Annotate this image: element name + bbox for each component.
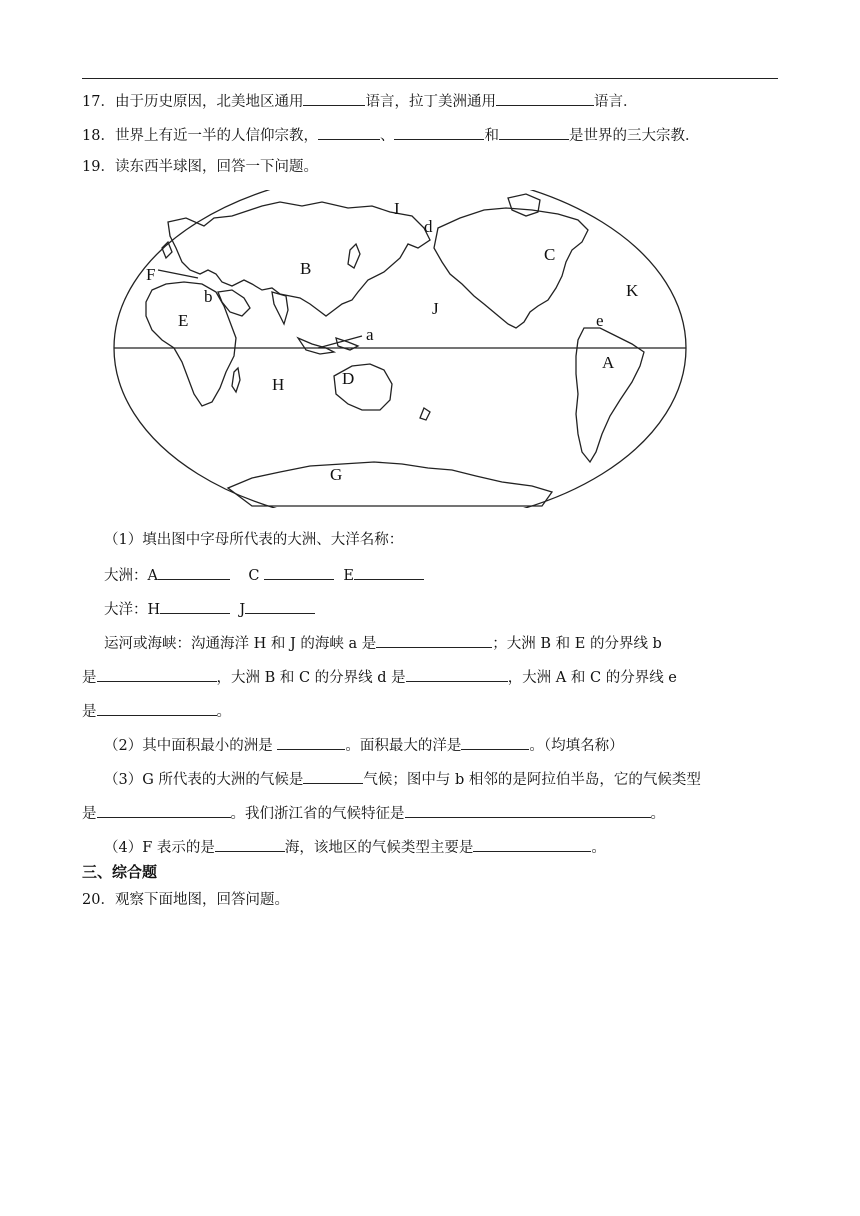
new-zealand-outline: [420, 408, 430, 420]
map-frame: [114, 188, 686, 510]
madagascar-outline: [232, 368, 240, 392]
question-18: 18．世界上有近一半的人信仰宗教， 、 和 是世界的三大宗教．: [82, 124, 699, 146]
antarctica-outline: [228, 462, 552, 506]
answer-blank[interactable]: [318, 124, 380, 140]
section-heading: 三、综合题: [82, 863, 158, 881]
answer-blank[interactable]: [354, 564, 424, 580]
map-label-J: J: [432, 299, 439, 318]
answer-blank[interactable]: [97, 700, 217, 716]
map-label-b: b: [204, 287, 213, 306]
question-17: 17．由于历史原因，北美地区通用 语言，拉丁美洲通用 语言．: [82, 90, 637, 112]
answer-blank[interactable]: [97, 802, 231, 818]
map-label-a: a: [366, 325, 374, 344]
world-map: [112, 188, 688, 510]
answer-blank[interactable]: [405, 802, 651, 818]
q19-part4: （4）F 表示的是 海，该地区的气候类型主要是 。: [104, 836, 606, 858]
answer-blank[interactable]: [303, 90, 365, 106]
arabia-outline: [218, 290, 250, 316]
q19-strait-line2: 是 ，大洲 B 和 C 的分界线 d 是 ，大洲 A 和 C 的分界线 e: [82, 666, 677, 688]
answer-blank[interactable]: [499, 124, 569, 140]
answer-blank[interactable]: [406, 666, 508, 682]
map-label-E: E: [178, 311, 189, 330]
q19-part1-prompt: （1）填出图中字母所代表的大洲、大洋名称：: [104, 532, 404, 548]
map-label-A: A: [602, 353, 615, 372]
map-label-D: D: [342, 369, 355, 388]
q19-part2: （2）其中面积最小的洲是 。面积最大的洋是 。（均填名称）: [104, 734, 624, 756]
answer-blank[interactable]: [473, 836, 591, 852]
map-label-d: d: [424, 217, 433, 236]
map-label-G: G: [330, 465, 343, 484]
question-19-stem: 19．读东西半球图，回答一下问题。: [82, 159, 318, 175]
q19-strait-line3: 是 。: [82, 700, 231, 722]
map-label-B: B: [300, 259, 312, 278]
answer-blank[interactable]: [303, 768, 363, 784]
answer-blank[interactable]: [277, 734, 345, 750]
japan-outline: [348, 244, 360, 268]
answer-blank[interactable]: [264, 564, 334, 580]
answer-blank[interactable]: [215, 836, 285, 852]
answer-blank[interactable]: [461, 734, 529, 750]
indonesia-outline: [298, 338, 358, 354]
north-america-outline: [434, 208, 588, 328]
map-label-F: F: [146, 265, 156, 284]
answer-blank[interactable]: [158, 564, 230, 580]
map-label-e: e: [596, 311, 604, 330]
answer-blank[interactable]: [97, 666, 217, 682]
q19-continent-row: 大洲：A C E: [104, 564, 424, 586]
map-label-K: K: [626, 281, 639, 300]
map-label-H: H: [272, 375, 285, 394]
answer-blank[interactable]: [245, 598, 315, 614]
top-rule: [82, 78, 778, 79]
world-map-figure: [112, 188, 688, 510]
answer-blank[interactable]: [496, 90, 594, 106]
answer-blank[interactable]: [160, 598, 230, 614]
map-label-C: C: [544, 245, 556, 264]
greenland-outline: [508, 194, 540, 216]
answer-blank[interactable]: [376, 632, 492, 648]
q19-part3-line2: 是 。我们浙江省的气候特征是 。: [82, 802, 665, 824]
question-20: 20．观察下面地图，回答问题。: [82, 892, 289, 908]
q19-strait-line1: 运河或海峡：沟通海洋 H 和 J 的海峡 a 是 ；大洲 B 和 E 的分界线 b: [104, 632, 662, 654]
answer-blank[interactable]: [394, 124, 484, 140]
africa-outline: [146, 282, 236, 406]
q19-ocean-row: 大洋：H J: [104, 598, 315, 620]
q19-part3-line1: （3）G 所代表的大洲的气候是 气候；图中与 b 相邻的是阿拉伯半岛，它的气候类型: [104, 768, 701, 790]
map-label-I: I: [394, 199, 400, 218]
india-outline: [272, 292, 288, 324]
